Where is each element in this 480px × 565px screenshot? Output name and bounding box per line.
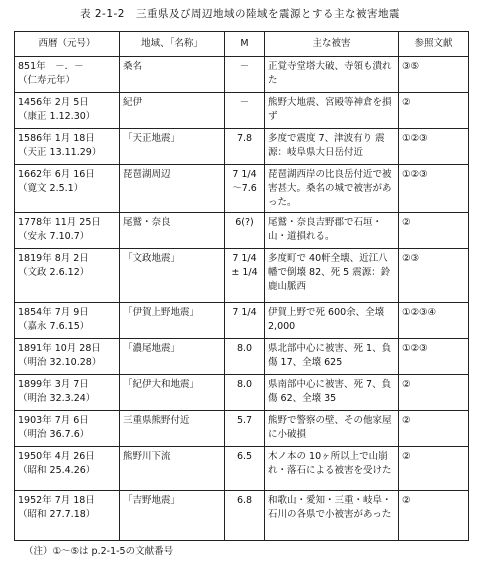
date-cell [15,303,120,339]
damage-cell: 木ノ本の 10ヶ所以上で山崩れ・落石による被害を受けた [265,447,399,491]
header-refs: 参照文献 [399,32,469,57]
date-cell [15,491,120,541]
date-text: 1819年 8月 2日 [18,253,89,264]
footnote: （注）①～⑤は p.2-1-5の文献番号 [24,546,174,557]
date-cell [15,57,120,93]
region-cell: 三重県熊野付近 [120,411,225,447]
table-row [15,249,469,303]
magnitude-cell: 6(?) [225,213,265,249]
date-cell [15,213,120,249]
region-cell: 熊野川下流 [120,447,225,491]
damage-cell: 熊野で警察の壁、その他家屋に小破損 [265,411,399,447]
region-cell: 琵琶湖周辺 [120,165,225,213]
magnitude-cell: 7.8 [225,129,265,165]
header-date: 西暦（元号） [15,32,120,57]
refs-cell: ② [399,375,469,411]
era-text: （寛文 2.5.1） [18,183,84,194]
era-text: （天正 13.11.29） [18,147,102,158]
damage-cell: 熊野大地震、宮殿等神倉を損ず [265,93,399,129]
era-text: （安永 7.10.7） [18,231,90,242]
region-cell: 桑名 [120,57,225,93]
date-text: 1952年 7月 18日 [18,495,95,506]
damage-cell: 多度町で 40軒全壊、近江八幡で倒壊 82、死 5 震源：鈴鹿山脈西 [265,249,399,303]
table-row [15,213,469,249]
table-row [15,411,469,447]
date-cell [15,447,120,491]
era-text: （昭和 25.4.26） [18,465,96,476]
damage-cell: 正覚寺堂塔大破、寺領も潰れた [265,57,399,93]
date-cell [15,249,120,303]
date-text: 1854年 7月 9日 [18,307,89,318]
region-cell: 「文政地震」 [120,249,225,303]
refs-cell: ② [399,411,469,447]
date-text: 1899年 3月 7日 [18,379,89,390]
era-text: （嘉永 7.6.15） [18,321,90,332]
era-text: （昭和 27.7.18） [18,509,96,520]
refs-cell: ③⑤ [399,57,469,93]
date-text: 851年 －．－ [18,61,84,72]
header-row [15,32,469,57]
table-row [15,491,469,541]
era-text: （仁寿元年） [18,75,76,86]
era-text: （明治 32.3.24） [18,393,96,404]
table-caption: 表 2-1-2 三重県及び周辺地域の陸域を震源とする主な被害地震 [80,8,400,20]
magnitude-cell: 6.8 [225,491,265,541]
header-magnitude: M [225,32,265,57]
magnitude-cell: 7 1/4 [225,303,265,339]
header-region: 地域、「名称」 [120,32,225,57]
region-cell: 「紀伊大和地震」 [120,375,225,411]
refs-cell: ②③ [399,249,469,303]
era-text: （明治 36.7.6） [18,429,90,440]
region-cell: 「天正地震」 [120,129,225,165]
date-text: 1662年 6月 16日 [18,169,95,180]
region-cell: 「濃尾地震」 [120,339,225,375]
magnitude-cell: 8.0 [225,375,265,411]
damage-cell: 県南部中心に被害、死 7、負傷 62、全壊 35 [265,375,399,411]
region-cell: 紀伊 [120,93,225,129]
date-text: 1778年 11月 25日 [18,217,101,228]
date-cell [15,129,120,165]
refs-cell: ② [399,93,469,129]
magnitude-cell: 8.0 [225,339,265,375]
table-row [15,129,469,165]
refs-cell: ①②③ [399,165,469,213]
refs-cell: ①②③ [399,339,469,375]
magnitude-cell: － [225,93,265,129]
header-damage: 主な被害 [265,32,399,57]
table-row [15,93,469,129]
magnitude-cell: － [225,57,265,93]
refs-cell: ①②③④ [399,303,469,339]
damage-cell: 伊賀上野で死 600余、全壊 2,000 [265,303,399,339]
damage-cell: 県北部中心に被害、死 1、負傷 17、全壊 625 [265,339,399,375]
magnitude-cell: 7 1/4 ～7.6 [225,165,265,213]
date-text: 1903年 7月 6日 [18,415,89,426]
region-cell: 「吉野地震」 [120,491,225,541]
era-text: （文政 2.6.12） [18,267,90,278]
magnitude-cell: 7 1/4 ± 1/4 [225,249,265,303]
table-row [15,165,469,213]
era-text: （康正 1.12.30） [18,111,96,122]
date-cell [15,375,120,411]
damage-cell: 多度で震度 7、津波有り 震源：岐阜県大日岳付近 [265,129,399,165]
table-row [15,339,469,375]
date-text: 1456年 2月 5日 [18,97,89,108]
table-row [15,303,469,339]
date-cell [15,93,120,129]
date-text: 1950年 4月 26日 [18,451,95,462]
date-text: 1891年 10月 28日 [18,343,101,354]
date-cell [15,165,120,213]
magnitude-cell: 6.5 [225,447,265,491]
table-row [15,447,469,491]
region-cell: 「伊賀上野地震」 [120,303,225,339]
refs-cell: ② [399,491,469,541]
region-cell: 尾鷲・奈良 [120,213,225,249]
date-cell [15,411,120,447]
magnitude-cell: 5.7 [225,411,265,447]
table-row [15,375,469,411]
damage-cell: 和歌山・愛知・三重・岐阜・石川の各県で小被害があった [265,491,399,541]
table-row [15,57,469,93]
refs-cell: ①②③ [399,129,469,165]
date-text: 1586年 1月 18日 [18,133,95,144]
damage-cell: 尾鷲・奈良吉野郡で石垣・山・道損れる。 [265,213,399,249]
era-text: （明治 32.10.28） [18,357,102,368]
refs-cell: ② [399,213,469,249]
earthquake-table [14,31,469,541]
damage-cell: 琵琶湖西岸の比良岳付近で被害甚大。桑名の城で被害があった。 [265,165,399,213]
refs-cell: ② [399,447,469,491]
date-cell [15,339,120,375]
